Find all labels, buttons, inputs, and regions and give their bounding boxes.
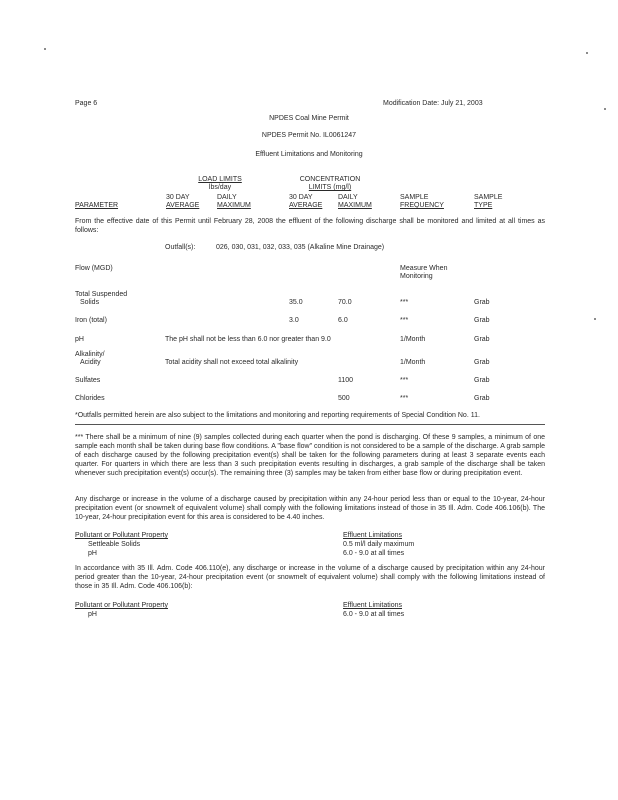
col-load-avg-2: AVERAGE bbox=[166, 202, 200, 209]
pollutant-limit: 6.0 - 9.0 at all times bbox=[343, 611, 405, 618]
limitations-heading: Effluent Limitations bbox=[343, 602, 403, 609]
row-type: Grab bbox=[474, 377, 490, 384]
row-param: Iron (total) bbox=[75, 317, 107, 324]
page-number: Page 6 bbox=[75, 100, 98, 107]
outfall-label: Outfall(s): bbox=[165, 244, 196, 251]
row-conc-max: 1100 bbox=[338, 377, 354, 384]
row-type: Grab bbox=[474, 317, 490, 324]
document-title: NPDES Coal Mine Permit bbox=[269, 115, 349, 122]
concentration-heading: CONCENTRATION bbox=[299, 176, 361, 183]
row-type: Grab bbox=[474, 395, 490, 402]
col-conc-avg: 30 DAY bbox=[289, 194, 313, 201]
load-limits-heading: LOAD LIMITS bbox=[198, 176, 242, 183]
col-type-2: TYPE bbox=[474, 202, 493, 209]
row-frequency: *** bbox=[400, 395, 409, 402]
sampling-paragraph: *** There shall be a minimum of nine (9) samples collected during each quarter when the pond is discharging. Of these 9 samples, a minimum of one sample each month shall be taken during base flow conditions. A "base flow" condition is not considered to be a sample of the discharge. A grab sample of each discharge caused by the following precipitation event(s) shall be taken for the following parameters during at least 3 separate events each quarter. For quarters in which there are less than 3 such precipitation events resulting in discharges, a grab sample of the discharge shall be taken whenever such precipitation event(s) occur(s). The remaining three (3) samples may be taken from either base flow or during precipitation event. bbox=[75, 434, 545, 478]
divider bbox=[75, 424, 545, 425]
row-type: Grab bbox=[474, 359, 490, 366]
precipitation-paragraph: Any discharge or increase in the volume of a discharge caused by precipitation within any 24-hour period less than or equal to the 10-year, 24-hour precipitation event (or snowmelt of equivalent volume) shall comply with the following limitations instead of those in 35 Ill. Adm. Code 406.106(b). The 10-year, 24-hour precipitation event for this area is considered to be 4.40 inches. bbox=[75, 496, 545, 522]
row-note: The pH shall not be less than 6.0 nor greater than 9.0 bbox=[165, 336, 331, 343]
row-param: Flow (MGD) bbox=[75, 265, 113, 272]
row-conc-max: 500 bbox=[338, 395, 350, 402]
row-frequency: *** bbox=[400, 299, 409, 306]
modification-date: Modification Date: July 21, 2003 bbox=[383, 100, 483, 107]
col-frequency-2: FREQUENCY bbox=[400, 202, 444, 209]
scan-speck bbox=[44, 48, 46, 50]
row-param: Alkalinity/ bbox=[75, 351, 105, 358]
col-load-max-2: MAXIMUM bbox=[217, 202, 251, 209]
pollutant-limit: 6.0 - 9.0 at all times bbox=[343, 550, 405, 557]
permit-number: NPDES Permit No. IL0061247 bbox=[261, 132, 357, 139]
row-conc-max: 6.0 bbox=[338, 317, 348, 324]
col-conc-max: DAILY bbox=[338, 194, 358, 201]
row-param-2: Solids bbox=[80, 299, 100, 306]
row-frequency: 1/Month bbox=[400, 359, 426, 366]
row-frequency: *** bbox=[400, 377, 409, 384]
footnote: *Outfalls permitted herein are also subject to the limitations and monitoring and reporting requirements of Special Condition No. 11. bbox=[75, 412, 480, 419]
row-frequency: 1/Month bbox=[400, 336, 426, 343]
col-type: SAMPLE bbox=[474, 194, 503, 201]
col-frequency: SAMPLE bbox=[400, 194, 429, 201]
large-event-paragraph: In accordance with 35 Ill. Adm. Code 406.110(e), any discharge or increase in the volume of a discharge caused by precipitation within any 24-hour period greater than the 10-year, 24-hour precipitation event (or snowmelt of equivalent volume) shall comply with the following limitations instead of those in 35 Ill. Adm. Code 406.106(b): bbox=[75, 565, 545, 591]
load-units: lbs/day bbox=[208, 184, 232, 191]
row-param: Total Suspended bbox=[75, 291, 128, 298]
col-conc-max-2: MAXIMUM bbox=[338, 202, 372, 209]
scan-speck bbox=[604, 108, 606, 110]
col-parameter: PARAMETER bbox=[75, 202, 119, 209]
scan-speck bbox=[594, 318, 596, 320]
row-param: pH bbox=[75, 336, 84, 343]
concentration-units: LIMITS (mg/l) bbox=[308, 184, 352, 191]
col-load-avg: 30 DAY bbox=[166, 194, 190, 201]
intro-text: From the effective date of this Permit until February 28, 2008 the effluent of the following discharge shall be monitored and limited at all times as follows: bbox=[75, 218, 545, 235]
row-frequency: *** bbox=[400, 317, 409, 324]
outfall-value: 026, 030, 031, 032, 033, 035 (Alkaline Mine Drainage) bbox=[216, 244, 385, 251]
pollutant-name: pH bbox=[88, 611, 97, 618]
section-title: Effluent Limitations and Monitoring bbox=[255, 151, 363, 158]
row-note: Total acidity shall not exceed total alkalinity bbox=[165, 359, 299, 366]
row-frequency-2: Monitoring bbox=[400, 273, 433, 280]
row-conc-avg: 3.0 bbox=[289, 317, 299, 324]
row-type: Grab bbox=[474, 299, 490, 306]
limitations-heading: Effluent Limitations bbox=[343, 532, 403, 539]
pollutant-limit: 0.5 ml/l daily maximum bbox=[343, 541, 415, 548]
row-param: Sulfates bbox=[75, 377, 101, 384]
pollutant-name: pH bbox=[88, 550, 97, 557]
col-conc-avg-2: AVERAGE bbox=[289, 202, 323, 209]
row-frequency: Measure When bbox=[400, 265, 448, 272]
scan-speck bbox=[586, 52, 588, 54]
pollutant-name: Settleable Solids bbox=[88, 541, 141, 548]
row-param-2: Acidity bbox=[80, 359, 101, 366]
pollutant-heading: Pollutant or Pollutant Property bbox=[75, 532, 168, 539]
row-conc-avg: 35.0 bbox=[289, 299, 303, 306]
row-conc-max: 70.0 bbox=[338, 299, 352, 306]
pollutant-heading: Pollutant or Pollutant Property bbox=[75, 602, 168, 609]
col-load-max: DAILY bbox=[217, 194, 237, 201]
row-param: Chlorides bbox=[75, 395, 105, 402]
row-type: Grab bbox=[474, 336, 490, 343]
